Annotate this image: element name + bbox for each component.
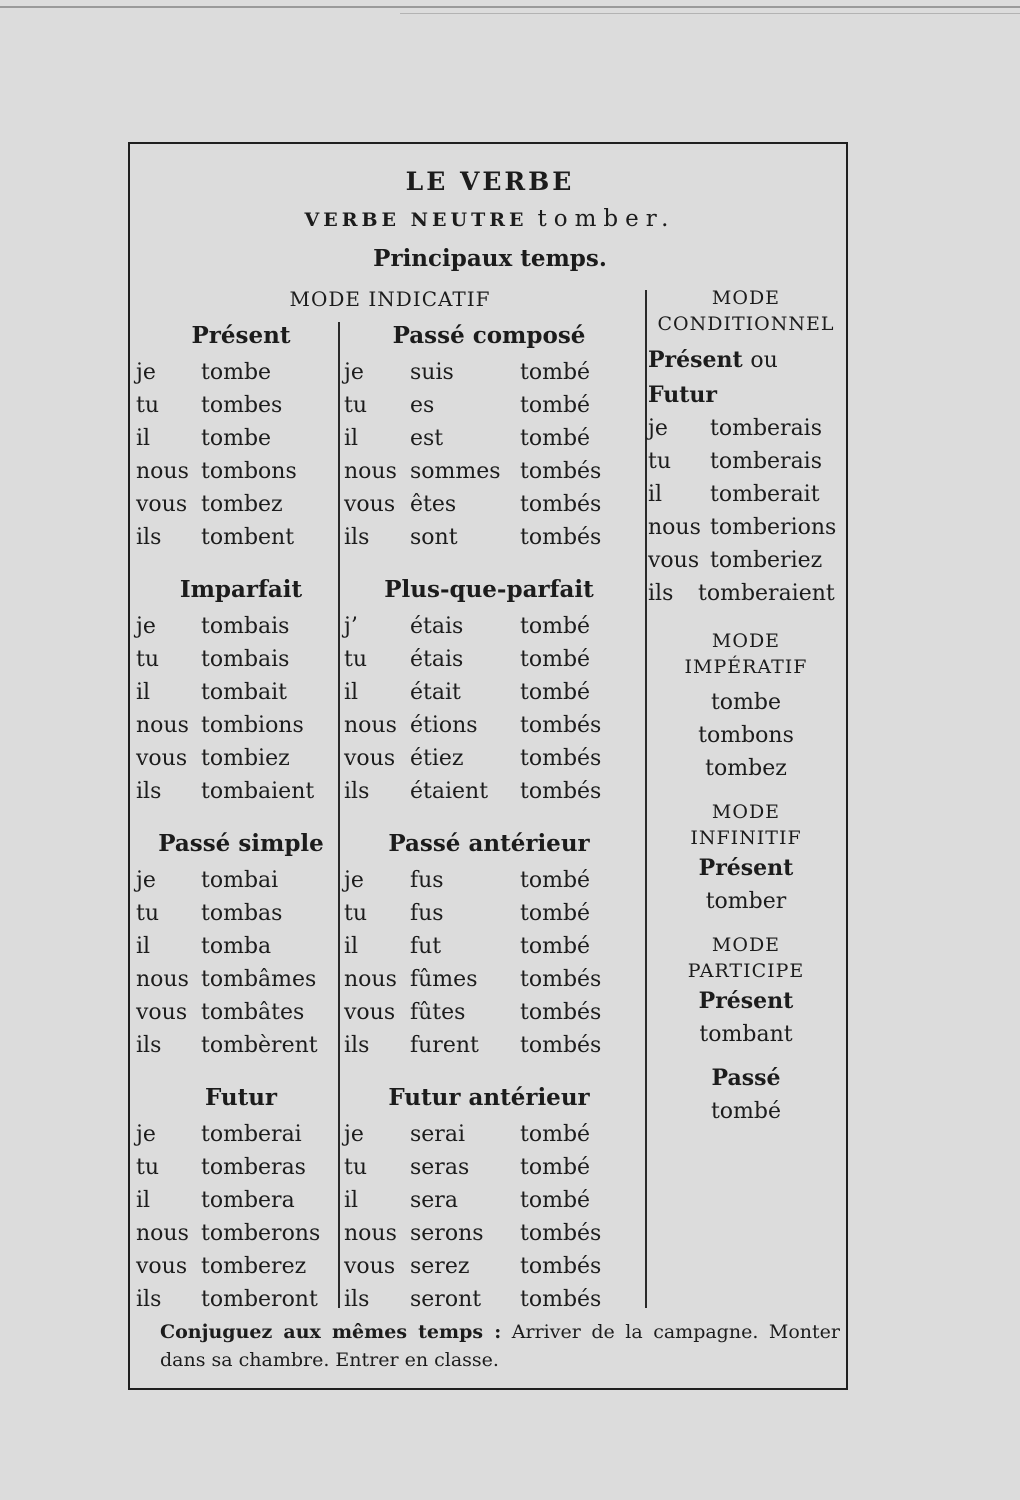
- verb-form: tomberions: [710, 515, 837, 540]
- auxiliary: fus: [410, 901, 444, 926]
- pronoun: il: [648, 482, 663, 507]
- imperatif-form: tombons: [698, 723, 794, 748]
- auxiliary: sommes: [410, 459, 501, 484]
- conjugation-row: [344, 1217, 644, 1250]
- conjugation-row: [136, 996, 336, 1029]
- participle: tombés: [520, 713, 602, 738]
- conjugation-row: [344, 1118, 644, 1151]
- pronoun: ils: [344, 1287, 370, 1312]
- pronoun: nous: [344, 967, 397, 992]
- pronoun: tu: [136, 1155, 160, 1180]
- conjugation-row: [136, 864, 336, 897]
- participle: tombés: [520, 1287, 602, 1312]
- conjugation-row: [136, 963, 336, 996]
- pronoun: nous: [136, 1221, 189, 1246]
- pronoun: je: [136, 360, 156, 385]
- conjugation-row: [344, 775, 644, 808]
- auxiliary: seront: [410, 1287, 482, 1312]
- participle: tombés: [520, 1254, 602, 1279]
- pronoun: ils: [648, 581, 674, 606]
- pronoun: vous: [136, 1000, 188, 1025]
- participle: tombés: [520, 525, 602, 550]
- conjugation-row: [136, 1184, 336, 1217]
- conjugation-row: [646, 511, 846, 544]
- conditionnel-title-b: Futur: [648, 382, 717, 408]
- conjugation-row: [136, 1217, 336, 1250]
- conjugation-row: [344, 356, 644, 389]
- pronoun: il: [344, 680, 359, 705]
- participe-passe-title: Passé: [711, 1065, 781, 1091]
- pronoun: il: [344, 426, 359, 451]
- pronoun: nous: [136, 967, 189, 992]
- exercise-label: Conjuguez aux mêmes temps :: [160, 1321, 502, 1343]
- conjugation-row: [136, 1118, 336, 1151]
- section-gap: [344, 808, 644, 824]
- pronoun: tu: [648, 449, 672, 474]
- pronoun: tu: [136, 901, 160, 926]
- auxiliary: furent: [410, 1033, 479, 1058]
- conjugation-row: [646, 478, 846, 511]
- conditionnel-tense-title: [646, 343, 846, 412]
- section-gap: [136, 1062, 336, 1078]
- page-subtitle: [0, 205, 980, 232]
- auxiliary: serai: [410, 1122, 465, 1147]
- conjugation-row: [344, 521, 644, 554]
- pronoun: tu: [344, 647, 368, 672]
- pronoun: tu: [136, 647, 160, 672]
- pronoun: ils: [136, 525, 162, 550]
- conjugation-row: [646, 577, 846, 610]
- verb-form: tomberez: [201, 1254, 307, 1279]
- pronoun: je: [136, 1122, 156, 1147]
- auxiliary: fûtes: [410, 1000, 466, 1025]
- conjugation-row: [344, 676, 644, 709]
- participe-passe-form: tombé: [710, 1099, 782, 1124]
- conjugation-row: [344, 1283, 644, 1316]
- pronoun: vous: [136, 746, 188, 771]
- conjugation-row: [136, 521, 336, 554]
- participle: tombé: [520, 680, 591, 705]
- verb-form: tombera: [201, 1188, 295, 1213]
- participle: tombé: [520, 1188, 591, 1213]
- verb-form: tomberais: [710, 416, 823, 441]
- verb-form: tomberas: [201, 1155, 306, 1180]
- pronoun: vous: [344, 1000, 396, 1025]
- participle: tombé: [520, 426, 591, 451]
- conditionnel-title-a: Présent: [648, 347, 743, 373]
- section-gap: [344, 1062, 644, 1078]
- conjugation-row: [344, 1250, 644, 1283]
- participe-present-form: tombant: [699, 1022, 793, 1047]
- page-title: LE VERBE: [405, 167, 575, 196]
- subtitle-verbe-neutre: VERBE NEUTRE: [304, 209, 528, 231]
- conjugation-row: [136, 930, 336, 963]
- pronoun: ils: [344, 1033, 370, 1058]
- auxiliary: fut: [410, 934, 442, 959]
- conjugation-row: [344, 610, 644, 643]
- auxiliary: es: [410, 393, 435, 418]
- conjugation-row: [136, 775, 336, 808]
- conjugation-row: [136, 1283, 336, 1316]
- pronoun: vous: [136, 1254, 188, 1279]
- conditionnel-rows: [646, 412, 846, 610]
- pronoun: tu: [344, 393, 368, 418]
- participle: tombés: [520, 459, 602, 484]
- conjugation-row: [344, 389, 644, 422]
- conjugation-row: [344, 864, 644, 897]
- pronoun: ils: [344, 779, 370, 804]
- section-gap: [344, 554, 644, 570]
- verb-form: tombâmes: [201, 967, 317, 992]
- exercise-text: Arriver de la campagne. Monter dans sa chambre. Entrer en classe.: [160, 1321, 840, 1371]
- auxiliary: étaient: [410, 779, 489, 804]
- pronoun: vous: [136, 492, 188, 517]
- participe-present-title: Présent: [698, 988, 794, 1014]
- pronoun: je: [344, 360, 364, 385]
- participle: tombé: [520, 393, 591, 418]
- pronoun: il: [136, 934, 151, 959]
- verb-form: tomberons: [201, 1221, 321, 1246]
- pronoun: il: [136, 680, 151, 705]
- conjugation-row: [344, 1184, 644, 1217]
- participle: tombés: [520, 746, 602, 771]
- conditionnel-title-mid: ou: [750, 348, 778, 373]
- verb-form: tombai: [201, 868, 279, 893]
- subtitle-verb: tomber.: [537, 206, 676, 232]
- auxiliary: était: [410, 680, 461, 705]
- participle: tombés: [520, 967, 602, 992]
- auxiliary: serons: [410, 1221, 484, 1246]
- conjugation-row: [344, 1029, 644, 1062]
- tense-title: Plus-que-parfait: [384, 576, 594, 603]
- conjugation-row: [344, 1151, 644, 1184]
- indicatif-compound-tenses: [344, 316, 644, 1316]
- tense-title: Présent: [191, 322, 291, 349]
- verb-form: tombons: [201, 459, 297, 484]
- participle: tombés: [520, 492, 602, 517]
- auxiliary: serez: [410, 1254, 470, 1279]
- pronoun: j’: [344, 614, 358, 639]
- participle: tombés: [520, 1221, 602, 1246]
- auxiliary: suis: [410, 360, 454, 385]
- conjugation-row: [136, 455, 336, 488]
- conjugation-row: [344, 742, 644, 775]
- tense-title: Imparfait: [179, 576, 303, 603]
- verb-form: tomberait: [710, 482, 820, 507]
- tense-title: Futur: [204, 1084, 278, 1111]
- auxiliary: seras: [410, 1155, 470, 1180]
- conjugation-row: [344, 930, 644, 963]
- verb-form: tombait: [201, 680, 288, 705]
- verb-form: tombais: [201, 647, 290, 672]
- page-subtitle-2: Principaux temps.: [373, 245, 607, 272]
- verb-form: tomberiez: [710, 548, 823, 573]
- pronoun: nous: [344, 459, 397, 484]
- imperatif-mode-line2: IMPÉRATIF: [684, 656, 808, 678]
- auxiliary: êtes: [410, 492, 457, 517]
- verb-form: tomberaient: [698, 581, 835, 606]
- participle: tombé: [520, 360, 591, 385]
- auxiliary: étais: [410, 614, 464, 639]
- tense-title: Passé antérieur: [388, 830, 590, 857]
- conjugation-row: [344, 488, 644, 521]
- conjugation-row: [136, 356, 336, 389]
- pronoun: ils: [136, 779, 162, 804]
- conjugation-row: [136, 1029, 336, 1062]
- verb-form: tombe: [201, 360, 272, 385]
- conjugation-row: [344, 996, 644, 1029]
- pronoun: vous: [344, 492, 396, 517]
- conjugation-row: [646, 412, 846, 445]
- tense-title: Passé composé: [392, 322, 586, 349]
- verb-form: tombe: [201, 426, 272, 451]
- conjugation-row: [344, 709, 644, 742]
- pronoun: ils: [344, 525, 370, 550]
- pronoun: il: [344, 934, 359, 959]
- pronoun: il: [136, 426, 151, 451]
- verb-form: tombâtes: [201, 1000, 305, 1025]
- exercise-instructions: [160, 1318, 840, 1374]
- pronoun: je: [136, 614, 156, 639]
- conditionnel-mode-line2: CONDITIONNEL: [657, 313, 835, 335]
- conjugation-row: [136, 610, 336, 643]
- verb-form: tomberais: [710, 449, 823, 474]
- conjugation-row: [344, 643, 644, 676]
- verb-form: tombez: [201, 492, 283, 517]
- auxiliary: fus: [410, 868, 444, 893]
- pronoun: nous: [344, 1221, 397, 1246]
- participle: tombé: [520, 901, 591, 926]
- auxiliary: étions: [410, 713, 478, 738]
- conjugation-row: [344, 455, 644, 488]
- indicatif-simple-tenses: [136, 316, 336, 1316]
- conjugation-row: [136, 709, 336, 742]
- column-divider-1: [338, 322, 340, 1308]
- page-top-rule-2: [400, 13, 1020, 14]
- verb-form: tombes: [201, 393, 283, 418]
- verb-form: tombent: [201, 525, 295, 550]
- section-gap: [136, 808, 336, 824]
- imperatif-form: tombez: [705, 756, 787, 781]
- pronoun: vous: [648, 548, 700, 573]
- pronoun: ils: [136, 1033, 162, 1058]
- pronoun: je: [648, 416, 668, 441]
- conjugation-row: [344, 897, 644, 930]
- pronoun: nous: [136, 713, 189, 738]
- infinitif-present-title: Présent: [698, 855, 794, 881]
- participle: tombé: [520, 614, 591, 639]
- verb-form: tombais: [201, 614, 290, 639]
- participle: tombés: [520, 1000, 602, 1025]
- page-top-rule: [0, 6, 1020, 8]
- tense-title: Futur antérieur: [388, 1084, 590, 1111]
- conjugation-row: [136, 488, 336, 521]
- pronoun: il: [344, 1188, 359, 1213]
- conjugation-row: [136, 422, 336, 455]
- pronoun: tu: [344, 1155, 368, 1180]
- participe-mode-line1: MODE: [711, 934, 781, 956]
- pronoun: il: [136, 1188, 151, 1213]
- participle: tombé: [520, 647, 591, 672]
- verb-form: tombèrent: [201, 1033, 318, 1058]
- conjugation-row: [136, 643, 336, 676]
- conjugation-row: [646, 544, 846, 577]
- conjugation-row: [344, 963, 644, 996]
- pronoun: vous: [344, 746, 396, 771]
- participle: tombé: [520, 868, 591, 893]
- pronoun: je: [344, 868, 364, 893]
- conjugation-row: [136, 897, 336, 930]
- conjugation-row: [136, 676, 336, 709]
- conjugation-row: [646, 445, 846, 478]
- auxiliary: sera: [410, 1188, 458, 1213]
- participe-mode-line2: PARTICIPE: [687, 960, 805, 982]
- imperatif-form: tombe: [710, 690, 782, 715]
- auxiliary: fûmes: [410, 967, 478, 992]
- pronoun: je: [344, 1122, 364, 1147]
- conjugation-row: [136, 389, 336, 422]
- auxiliary: étiez: [410, 746, 464, 771]
- participle: tombé: [520, 1155, 591, 1180]
- verb-form: tomberai: [201, 1122, 302, 1147]
- participle: tombés: [520, 779, 602, 804]
- infinitif-present-form: tomber: [705, 889, 787, 914]
- pronoun: nous: [648, 515, 701, 540]
- verb-form: tombiez: [201, 746, 290, 771]
- pronoun: vous: [344, 1254, 396, 1279]
- verb-form: tomberont: [201, 1287, 318, 1312]
- conditionnel-mode-line1: MODE: [711, 287, 781, 309]
- pronoun: ils: [136, 1287, 162, 1312]
- conjugation-row: [136, 742, 336, 775]
- pronoun: tu: [136, 393, 160, 418]
- verb-form: tombaient: [201, 779, 315, 804]
- participle: tombé: [520, 1122, 591, 1147]
- pronoun: je: [136, 868, 156, 893]
- conjugation-row: [136, 1151, 336, 1184]
- conjugation-row: [136, 1250, 336, 1283]
- auxiliary: sont: [410, 525, 458, 550]
- participle: tombé: [520, 934, 591, 959]
- verb-form: tombas: [201, 901, 283, 926]
- pronoun: nous: [344, 713, 397, 738]
- verb-form: tomba: [201, 934, 272, 959]
- conjugation-row: [344, 422, 644, 455]
- auxiliary: est: [410, 426, 444, 451]
- mode-indicatif-heading: MODE INDICATIF: [289, 287, 491, 311]
- tense-title: Passé simple: [158, 830, 324, 857]
- imperatif-mode-line1: MODE: [711, 630, 781, 652]
- section-gap: [136, 554, 336, 570]
- right-column: [646, 285, 846, 1128]
- infinitif-mode-line1: MODE: [711, 801, 781, 823]
- verb-form: tombions: [201, 713, 304, 738]
- auxiliary: étais: [410, 647, 464, 672]
- pronoun: tu: [344, 901, 368, 926]
- participle: tombés: [520, 1033, 602, 1058]
- infinitif-mode-line2: INFINITIF: [690, 827, 802, 849]
- pronoun: nous: [136, 459, 189, 484]
